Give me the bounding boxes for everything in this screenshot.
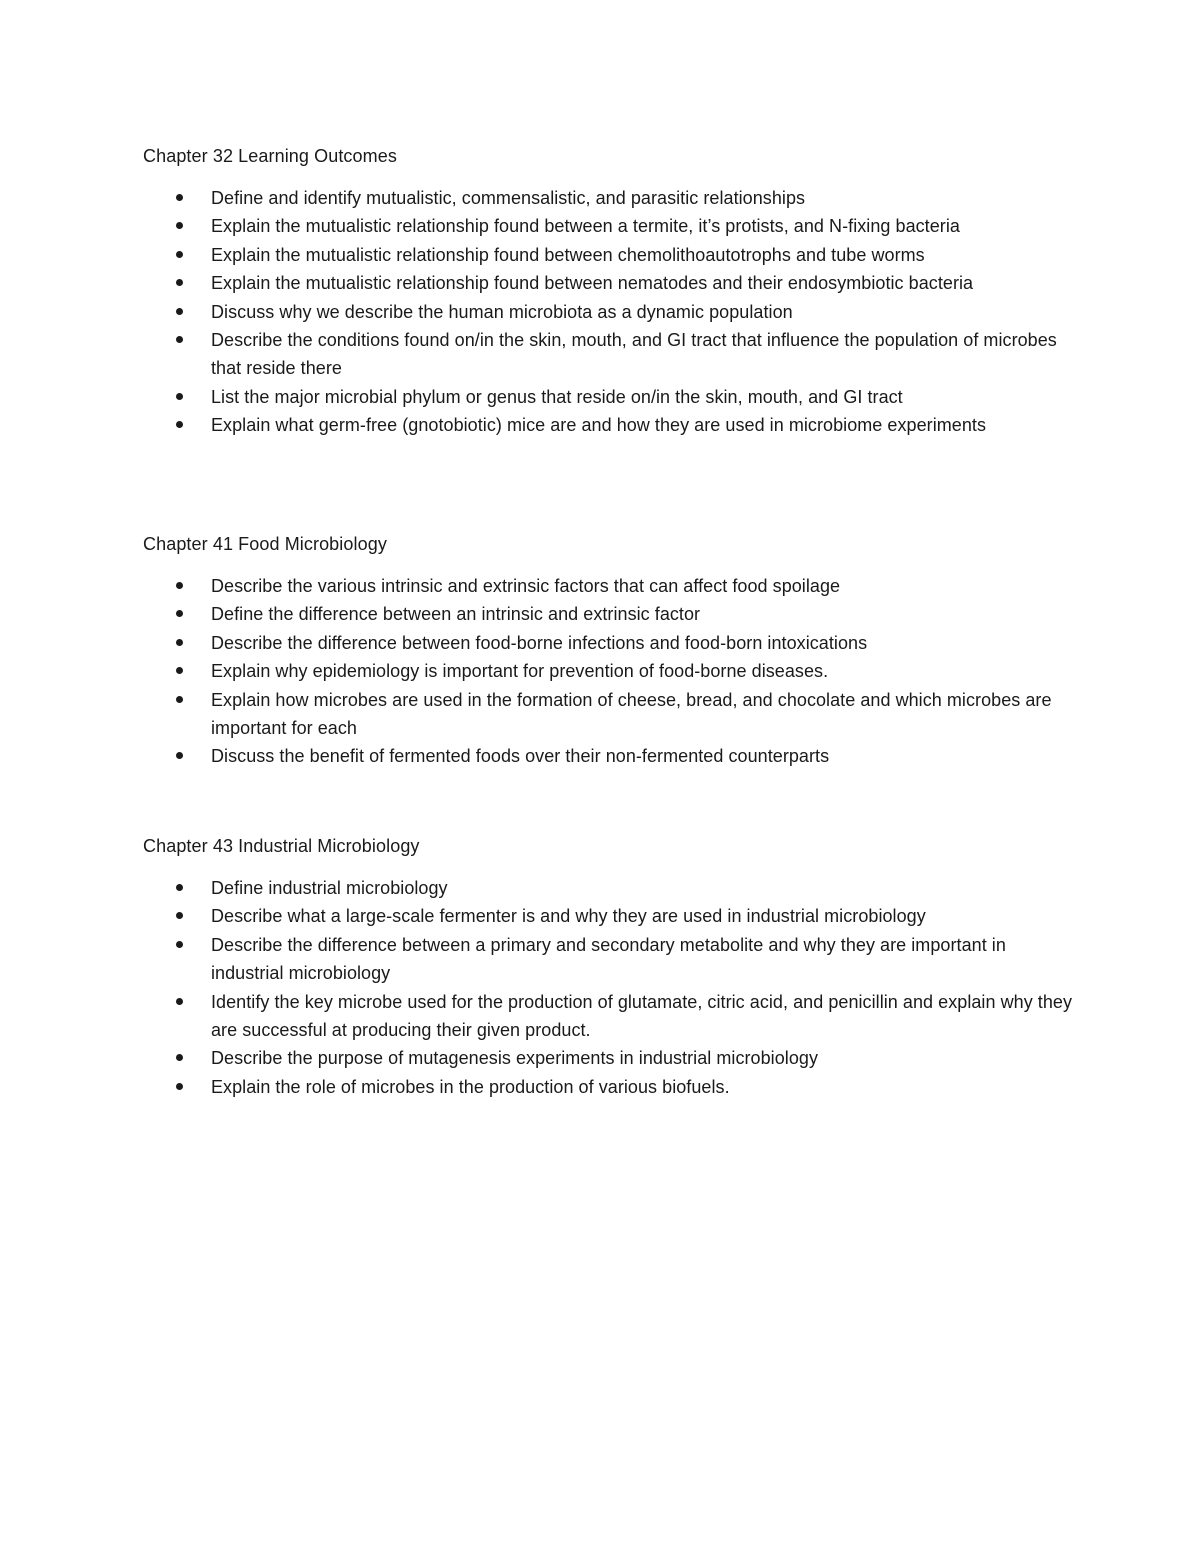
list-item <box>143 326 1083 383</box>
list-item-text: Describe the conditions found on/in the skin, mouth, and GI tract that influence the population of microbes that reside there <box>211 330 1057 379</box>
list-item <box>143 931 1083 988</box>
list-item <box>143 212 1083 240</box>
list-item-text: Explain the mutualistic relationship found between nematodes and their endosymbiotic bacteria <box>211 273 974 294</box>
bullet-icon <box>176 194 183 201</box>
list-item <box>143 686 1083 743</box>
list-item <box>143 600 1083 628</box>
list-item <box>143 383 1083 411</box>
list-item <box>143 874 1083 902</box>
outcome-list <box>143 572 1083 771</box>
list-item-text: Explain how microbes are used in the formation of cheese, bread, and chocolate and which microbes are important for each <box>211 689 1052 739</box>
list-item-text: List the major microbial phylum or genus that reside on/in the skin, mouth, and GI tract <box>211 386 903 407</box>
list-item-text: Explain why epidemiology is important for prevention of food-borne diseases. <box>211 661 829 682</box>
list-item <box>143 657 1083 685</box>
list-item <box>143 411 1083 439</box>
list-item-text: Discuss the benefit of fermented foods over their non-fermented counterparts <box>211 746 830 767</box>
bullet-icon <box>176 251 183 258</box>
section-title: Chapter 41 Food Microbiology <box>143 534 387 554</box>
bullet-icon <box>176 912 183 919</box>
list-item <box>143 988 1083 1045</box>
list-item-text: Describe the difference between food-borne infections and food-born intoxications <box>211 632 868 653</box>
list-item <box>143 572 1083 600</box>
list-item-text: Explain the mutualistic relationship found between chemolithoautotrophs and tube worms <box>211 244 925 265</box>
list-item-text: Define industrial microbiology <box>211 878 448 898</box>
bullet-icon <box>176 884 183 891</box>
list-item <box>143 241 1083 269</box>
bullet-icon <box>176 1083 183 1090</box>
bullet-icon <box>176 1054 183 1061</box>
list-item <box>143 742 1083 770</box>
list-item <box>143 298 1083 326</box>
bullet-icon <box>176 752 183 759</box>
bullet-icon <box>176 696 183 703</box>
list-item-text: Describe the difference between a primary and secondary metabolite and why they are important in industrial microbiology <box>211 934 1006 984</box>
list-item-text: Explain the mutualistic relationship found between a termite, it’s protists, and N-fixing bacteria <box>211 216 960 237</box>
list-item-text: Describe what a large-scale fermenter is and why they are used in industrial microbiology <box>211 906 926 927</box>
section-chapter-41 <box>143 530 1083 771</box>
section-title: Chapter 43 Industrial Microbiology <box>143 836 420 856</box>
list-item-text: Explain the role of microbes in the production of various biofuels. <box>211 1076 730 1097</box>
list-item-text: Describe the various intrinsic and extrinsic factors that can affect food spoilage <box>211 576 841 596</box>
list-item <box>143 1073 1083 1101</box>
bullet-icon <box>176 998 183 1005</box>
bullet-icon <box>176 308 183 315</box>
bullet-icon <box>176 610 183 617</box>
bullet-icon <box>176 393 183 400</box>
section-title: Chapter 32 Learning Outcomes <box>143 146 397 166</box>
section-chapter-32 <box>143 142 1083 440</box>
list-item-text: Define and identify mutualistic, commensalistic, and parasitic relationships <box>211 188 806 208</box>
bullet-icon <box>176 421 183 428</box>
bullet-icon <box>176 336 183 343</box>
section-chapter-43 <box>143 832 1083 1101</box>
list-item-text: Describe the purpose of mutagenesis experiments in industrial microbiology <box>211 1048 818 1069</box>
list-item-text: Identify the key microbe used for the production of glutamate, citric acid, and penicillin and explain why they are successful at producing their given product. <box>211 991 1073 1041</box>
outcome-list <box>143 874 1083 1101</box>
bullet-icon <box>176 941 183 948</box>
bullet-icon <box>176 222 183 229</box>
list-item <box>143 902 1083 930</box>
list-item <box>143 269 1083 297</box>
bullet-icon <box>176 639 183 646</box>
list-item-text: Explain what germ-free (gnotobiotic) mice are and how they are used in microbiome experiments <box>211 415 987 436</box>
list-item-text: Define the difference between an intrinsic and extrinsic factor <box>211 604 701 625</box>
outcome-list <box>143 184 1083 440</box>
list-item-text: Discuss why we describe the human microbiota as a dynamic population <box>211 301 793 322</box>
list-item <box>143 629 1083 657</box>
list-item <box>143 184 1083 212</box>
list-item <box>143 1044 1083 1072</box>
bullet-icon <box>176 582 183 589</box>
bullet-icon <box>176 279 183 286</box>
bullet-icon <box>176 667 183 674</box>
